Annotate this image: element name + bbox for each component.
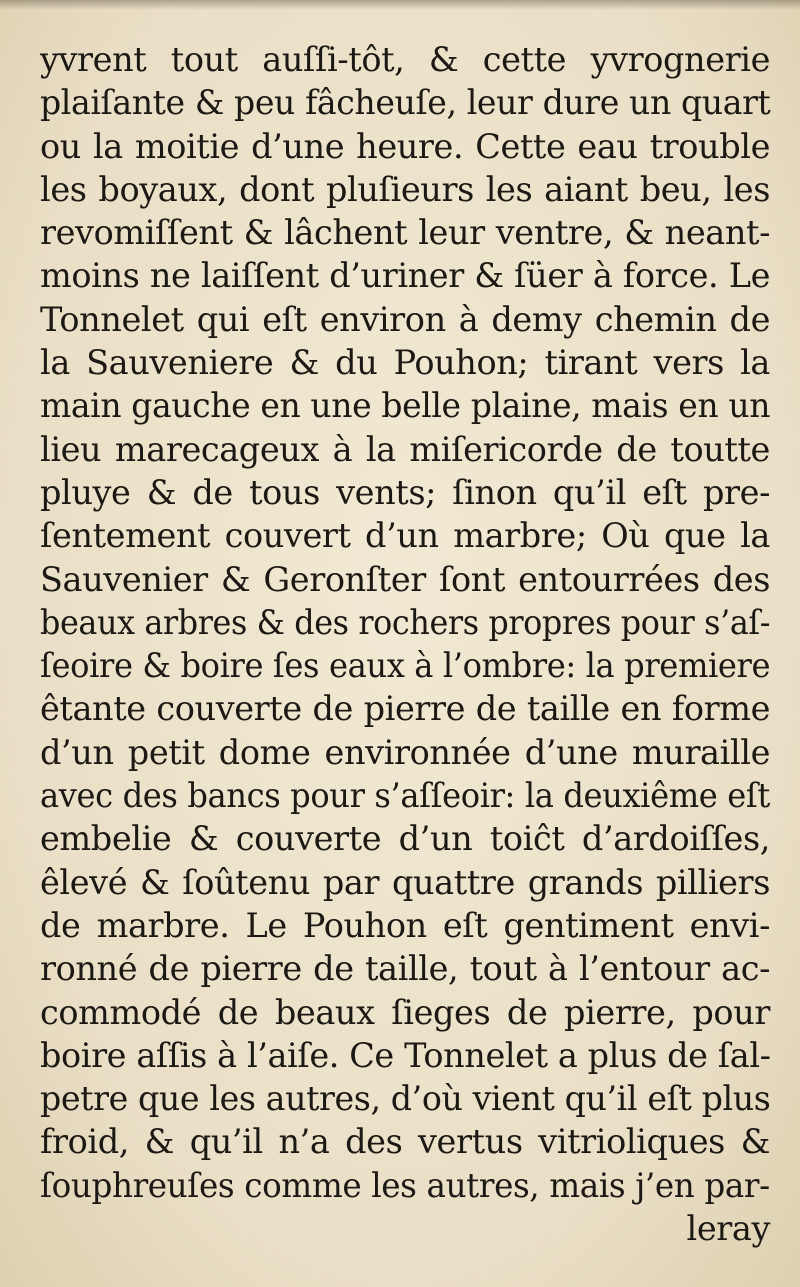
text-line-1: yvrent tout auſſi-tôt, & cette yvrognerie <box>40 40 770 79</box>
text-line-25: petre que les autres, d’où vient qu’il eſt plus <box>40 1079 771 1119</box>
text-line-8: la Sauveniere & du Pouhon; tirant vers la <box>40 343 770 383</box>
text-line-27: ſouphreuſes comme les autres, mais j’en par- <box>40 1165 770 1205</box>
text-line-16: êtante couverte de pierre de taille en forme <box>40 689 770 729</box>
text-line-20: êlevé & ſoûtenu par quattre grands pilliers <box>40 862 770 902</box>
text-line-18: avec des bancs pour s’aſſeoir: la deuxiême eſt <box>40 776 770 816</box>
text-line-26: froid, & qu’il n’a des vertus vitrioliques & <box>40 1122 770 1162</box>
text-line-10: lieu marecageux à la miſericorde de toutte <box>40 429 770 469</box>
text-line-4: les boyaux, dont pluſieurs les aiant beu, les <box>40 169 770 209</box>
text-line-11: pluye & de tous vents; ſinon qu’il eſt pre- <box>40 472 770 512</box>
page-top-shadow <box>0 0 800 10</box>
text-line-9: main gauche en une belle plaine, mais en un <box>40 386 771 426</box>
text-line-7: Tonnelet qui eſt environ à demy chemin de <box>40 299 770 339</box>
body-text <box>40 38 770 1250</box>
text-line-21: de marbre. Le Pouhon eſt gentiment envi- <box>40 905 770 945</box>
text-line-24: boire aſſis à l’aiſe. Ce Tonnelet a plus de ſal- <box>40 1035 771 1075</box>
text-line-23: commodé de beaux ſieges de pierre, pour <box>40 992 770 1032</box>
text-line-15: ſeoire & boire ſes eaux à l’ombre: la premiere <box>40 646 771 686</box>
text-line-6: moins ne laiſſent d’uriner & ſüer à force. Le <box>40 256 770 296</box>
text-line-17: d’un petit dome environnée d’une muraille <box>40 732 770 772</box>
text-line-13: Sauvenier & Geronſter ſont entourrées des <box>40 559 770 599</box>
text-line-22: ronné de pierre de taille, tout à l’entour ac- <box>40 949 770 989</box>
text-line-14: beaux arbres & des rochers propres pour s’aſ- <box>40 602 771 642</box>
text-line-19: embelie & couverte d’un toiĉt d’ardoiſſes, <box>40 819 770 859</box>
text-line-5: revomiſſent & lâchent leur ventre, & neant- <box>40 213 770 253</box>
catchword: leray <box>686 1209 770 1249</box>
text-line-12: ſentement couvert d’un marbre; Où que la <box>40 516 770 556</box>
text-line-3: ou la moitie d’une heure. Cette eau trouble <box>40 126 770 166</box>
text-line-2: plaiſante & peu fâcheuſe, leur dure un quart <box>40 83 771 123</box>
